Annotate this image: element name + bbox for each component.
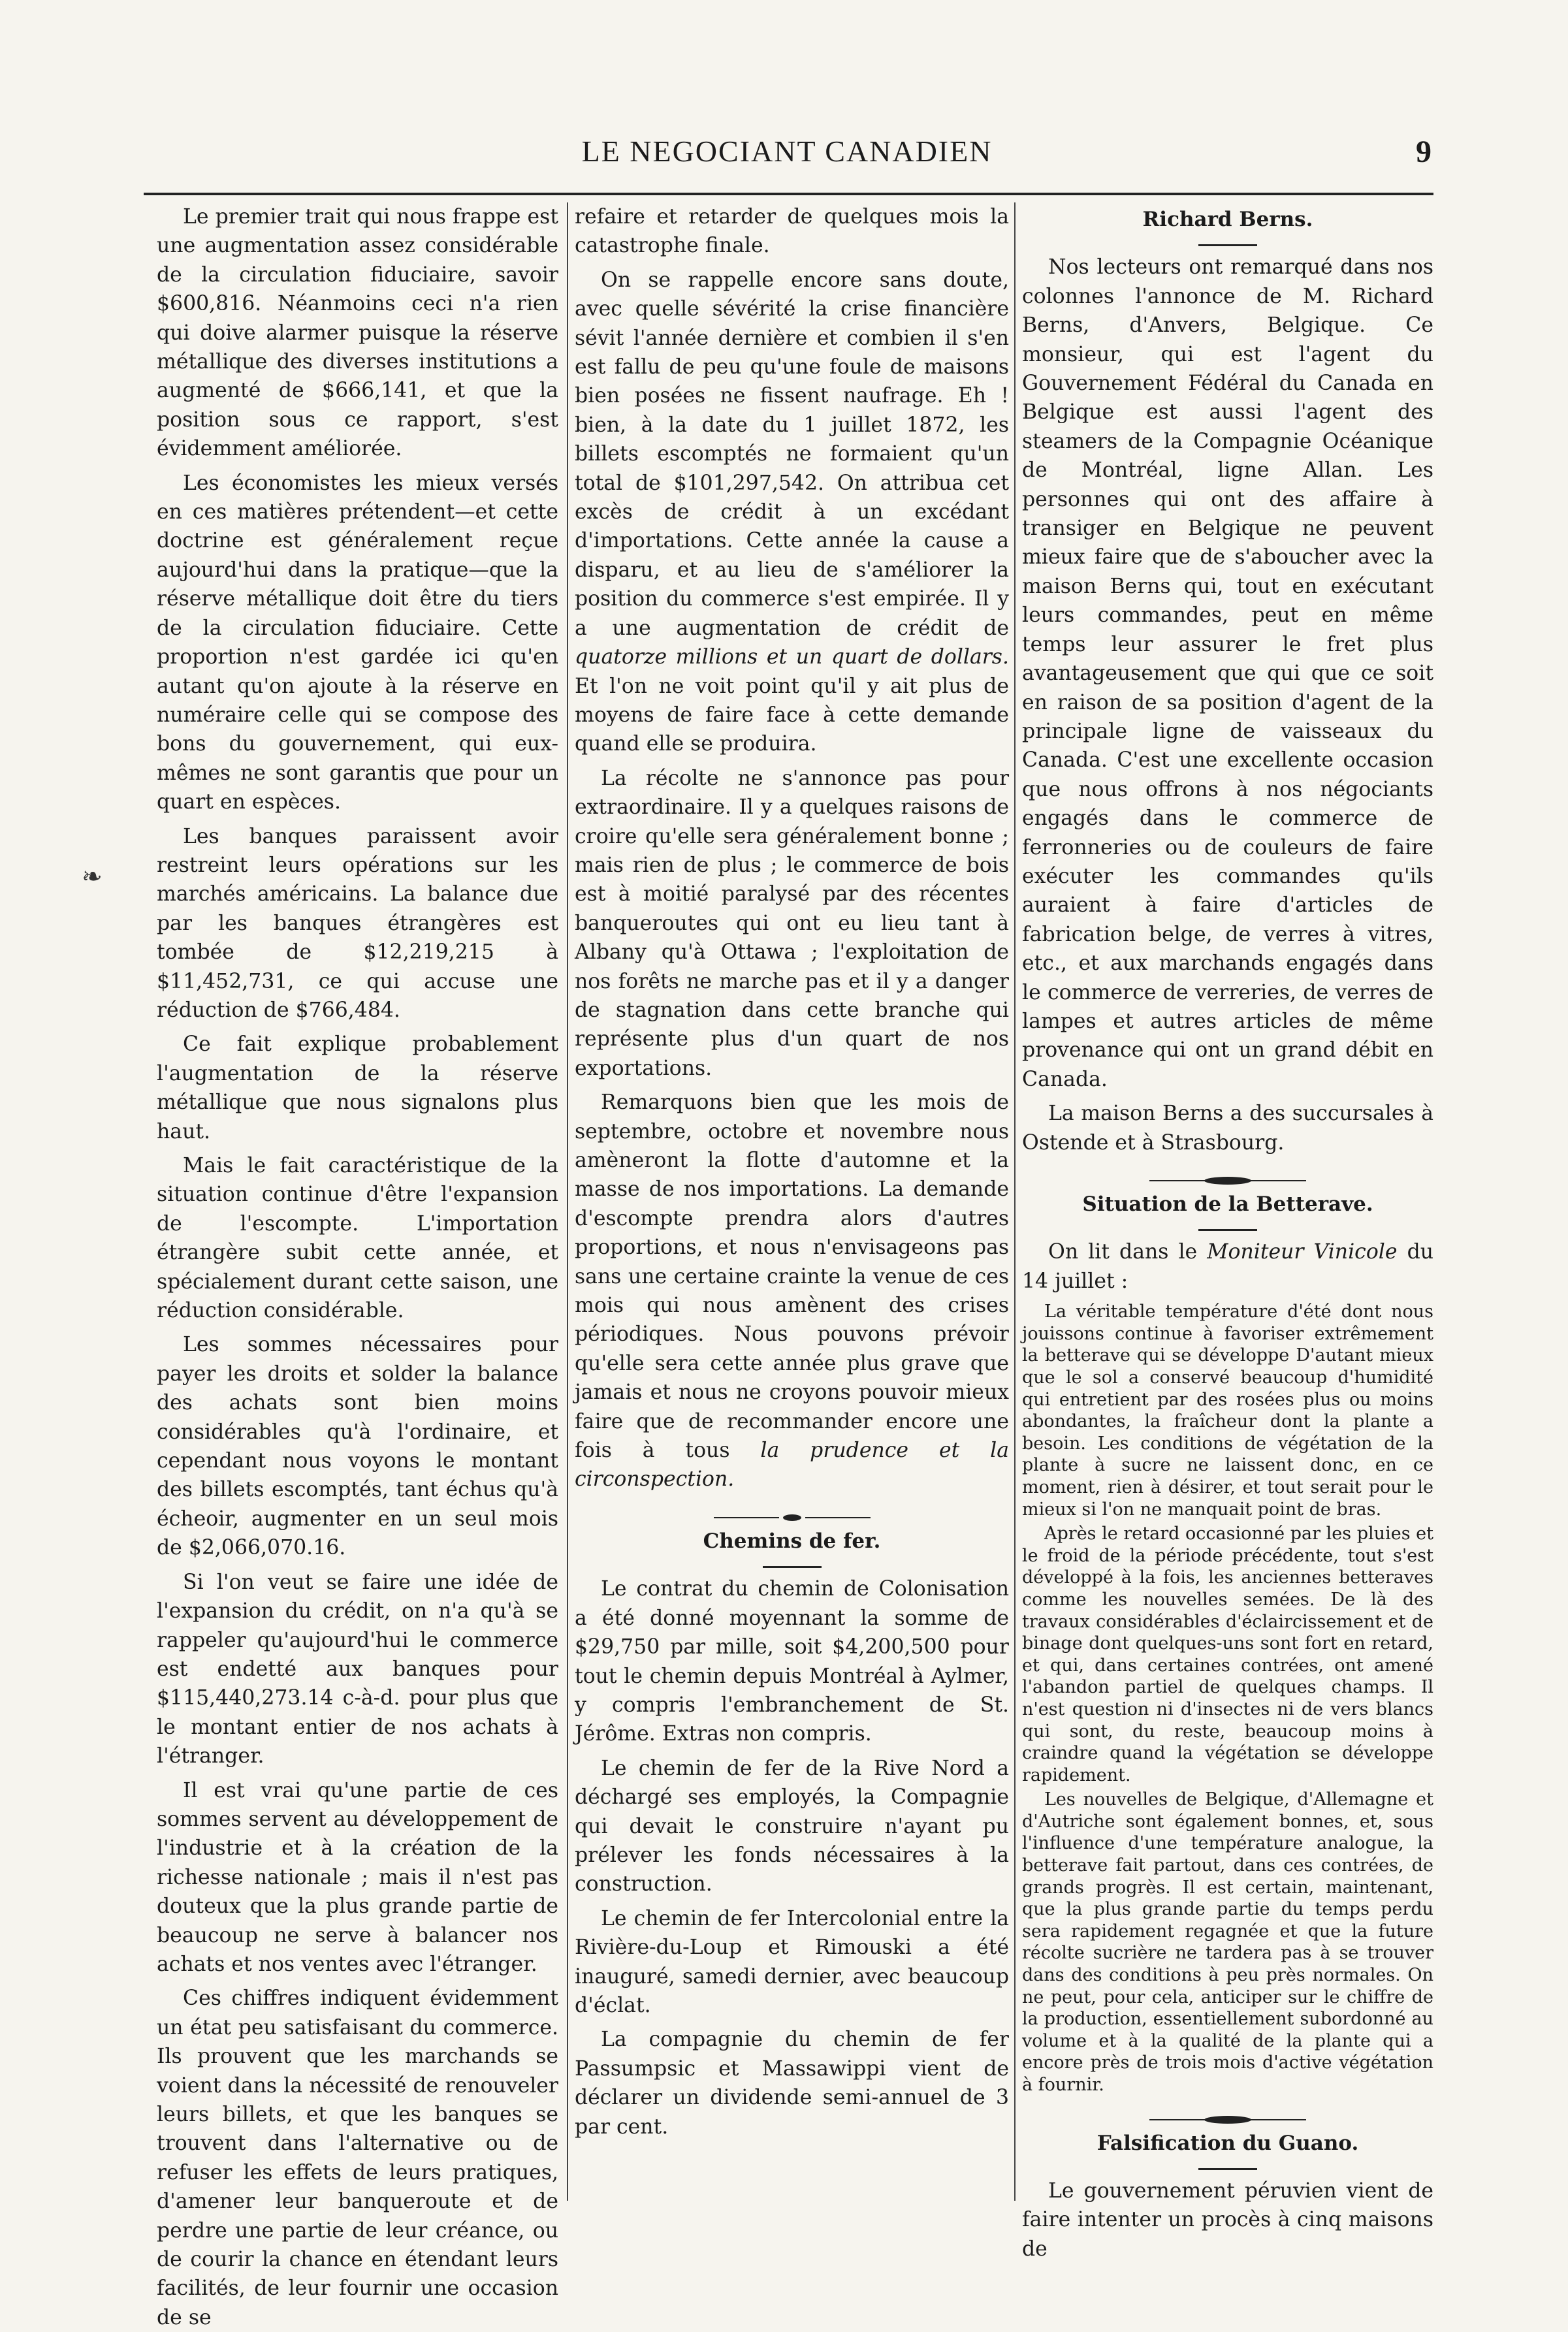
text-run: du 14 juillet : [1022, 1240, 1434, 1293]
column-2 [575, 202, 1009, 2201]
section-heading-betterave: Situation de la Betterave. [1082, 1192, 1373, 1216]
paragraph: Le chemin de fer de la Rive Nord a déchargé ses employés, la Compagnie qui devait le construire n'ayant pu prélever les fonds nécessaires à la construction. [575, 1756, 1009, 1896]
paragraph: Le gouvernement péruvien vient de faire intenter un procès à cinq maisons de [1022, 2179, 1433, 2261]
text-run: Remarquons bien que les mois de septembre, octobre et novembre nous amèneront la flotte d'automne et la masse de nos importations. La demande d'escompte prendra alors d'autres proportions, et nous n'envisageons pas sans une certaine crainte la venue de ces mois qui nous amènent des crises périodiques. Nous pouvons prévoir qu'elle sera cette année plus grave que jamais et nous ne croyons pouvoir mieux faire que de recommander encore une fois à tous [575, 1091, 1009, 1463]
paragraph: refaire et retarder de quelques mois la catastrophe finale. [575, 205, 1009, 258]
paragraph: Mais le fait caractéristique de la situation continue d'être l'expansion de l'escompte. L'importation étrangère subit cette année, et spécialement durant cette saison, une réduction considérable. [157, 1154, 558, 1323]
column-3 [1022, 202, 1434, 2261]
paragraph: Les banques paraissent avoir restreint leurs opérations sur les marchés américains. La balance due par les banques étrangères est tombée de $12,219,215 à $11,452,731, ce qui accuse une réduction de $766,484. [157, 824, 558, 1022]
column-divider [1014, 202, 1016, 2201]
heading-rule [1198, 244, 1257, 246]
paragraph: Si l'on veut se faire une idée de l'expansion du crédit, on n'a qu'à se rappeler qu'aujourd'hui le commerce est endetté aux banques pour $115,440,273.14 c-à-d. pour plus que le montant entier de nos achats à l'étranger. [157, 1570, 558, 1768]
column-1 [157, 202, 558, 2329]
paragraph: Après le retard occasionné par les pluies et le froid de la période précédente, tout s'est développé à la fois, les anciennes betteraves comme les nouvelles semées. De là des travaux considérables d'éclaircissement et de binage dont quelques-uns sont fort en retard, et qui, dans certaines contrées, ont amené l'abandon partiel de quelques champs. Il n'est question ni d'insectes ni de vers blancs qui sont, du reste, beaucoup moins à craindre quand la végétation se développe rapidement. [1022, 1524, 1433, 1785]
text-run: Et l'on ne voit point qu'il y ait plus de moyens de faire face à cette demande quand elle se produira. [575, 674, 1009, 756]
paragraph: Les nouvelles de Belgique, d'Allemagne et d'Autriche sont également bonnes, et, sous l'influence d'une température analogue, la betterave fait partout, dans ces contrées, de grands progrès. Il est certain, maintenant, que la plus grande partie du temps perdu sera rapidement regagnée et que la future récolte sucrière ne tardera pas à se trouver dans des conditions à peu près normales. On ne peut, pour cela, anticiper sur le chiffre de la production, essentiellement subordonné au volume et à la qualité de la plante qui a encore près de trois mois d'active végétation à fournir. [1022, 1789, 1433, 2095]
paragraph [1022, 1238, 1433, 1296]
paragraph: Le contrat du chemin de Colonisation a été donné moyennant la somme de $29,750 par mille, soit $4,200,500 pour tout le chemin depuis Montréal à Aylmer, y compris l'embranchement de St. Jérôme. Extras non compris. [575, 1577, 1009, 1746]
heading-rule [1198, 2168, 1257, 2170]
paragraph: Nos lecteurs ont remarqué dans nos colonnes l'annonce de M. Richard Berns, d'Anvers, Belgique. Ce monsieur, qui est l'agent du Gouvernement Fédéral du Canada en Belgique est aussi l'agent des steamers de la Compagnie Océanique de Montréal, ligne Allan. Les personnes qui ont des affaire à transiger en Belgique ne peuvent mieux faire que de s'aboucher avec la maison Berns qui, tout en exécutant leurs commandes, peut en même temps leur assurer le fret plus avantageusement que qui que ce soit en raison de sa position d'agent de la principale ligne de vaisseaux du Canada. C'est une excellente occasion que nous offrons à nos négociants engagés dans le commerce de ferronneries ou de couleurs de faire exécuter les commandes qu'ils auraient à faire d'articles de fabrication belge, de verres à vitres, etc., et aux marchands engagés dans le commerce de verreries, de verres de lampes et autres articles de même provenance qui ont un grand débit en Canada. [1022, 255, 1433, 1091]
masthead-title: LE NEGOCIANT CANADIEN [581, 135, 993, 168]
paragraph: Ces chiffres indiquent évidemment un état peu satisfaisant du commerce. Ils prouvent que les marchands se voient dans la nécessité de renouveler leurs billets, et que les banques se trouvent dans l'alternative ou de refuser les effets de leurs pratiques, d'amener leur banqueroute et de perdre une partie de leur créance, ou de courir la chance en étendant leurs facilités, de leur fournir une occasion de se [157, 1987, 558, 2329]
paragraph: Les économistes les mieux versés en ces matières prétendent—et cette doctrine est généralement reçue aujourd'hui dans la pratique—que la réserve métallique doit être du tiers de la circulation fiduciaire. Cette proportion n'est gardée ici qu'en autant qu'on ajoute à la réserve en numéraire celle qui se compose des bons du gouvernement, qui eux-mêmes ne sont garantis que pour un quart en espèces. [157, 471, 558, 814]
italic-text: la prudence et la circonspection. [575, 1439, 1010, 1492]
paragraph [575, 266, 1009, 759]
paragraph: La véritable température d'été dont nous jouissons continue à favoriser extrêmement la betterave qui se développe D'autant mieux que le sol a conservé beaucoup d'humidité qui entretient par des rosées plus ou moins abondantes, la fraîcheur dont la plante a besoin. Les conditions de végétation de la plante à sucre ne laissent donc, en ce moment, rien à désirer, et tout serait pour le mieux si l'on ne manquait point de bras. [1022, 1302, 1433, 1520]
section-heading-guano: Falsification du Guano. [1096, 2131, 1359, 2155]
heading-rule [1198, 1229, 1257, 1231]
paragraph: Ce fait explique probablement l'augmentation de la réserve métallique que nous signalons plus haut. [157, 1032, 558, 1143]
section-heading-berns: Richard Berns. [1142, 208, 1313, 231]
paragraph [575, 1088, 1009, 1494]
paragraph: Les sommes nécessaires pour payer les droits et solder la balance des achats sont bien moins considérables qu'à l'ordinaire, et cependant nous voyons le montant des billets escomptés, tant échus qu'à écheoir, augmenter en un seul mois de $2,066,070.16. [157, 1333, 558, 1560]
italic-text: quatorze millions et un quart de dollars. [575, 645, 1009, 669]
section-heading-railways: Chemins de fer. [703, 1529, 881, 1553]
paragraph: La récolte ne s'annonce pas pour extraordinaire. Il y a quelques raisons de croire qu'elle sera généralement bonne ; mais rien de plus ; le commerce de bois est à moitié paralysé par des récentes banqueroutes qui ont eu lieu tant à Albany qu'à Ottawa ; l'exploitation de nos forêts ne marche pas et il y a danger de stagnation dans cette branche qui représente plus d'un quart de nos exportations. [575, 766, 1009, 1080]
ornament-icon [707, 1511, 877, 1524]
ornament-divider [1022, 2105, 1433, 2120]
text-run: On lit dans le [1048, 1240, 1198, 1264]
column-divider [567, 202, 568, 2201]
italic-text: Moniteur Vinicole [1207, 1240, 1398, 1264]
paragraph: La maison Berns a des succursales à Ostende et à Strasbourg. [1022, 1102, 1433, 1155]
print-mark-icon: ❧ [82, 862, 103, 891]
ornament-divider [575, 1503, 1009, 1518]
paragraph: La compagnie du chemin de fer Passumpsic et Massawippi vient de déclarer un dividende semi-annuel de 3 par cent. [575, 2028, 1009, 2139]
header-rule [144, 193, 1433, 195]
text-run: On se rappelle encore sans doute, avec quelle sévérité la crise financière sévit l'année dernière et combien il s'en est fallu de peu qu'une foule de maisons bien posées ne fissent naufrage. Eh ! bien, à la date du 1 juillet 1872, les billets escomptés ne formaient qu'un total de $101,297,542. On attribua cet excès de crédit à un excédant d'importations. Cette année la cause a disparu, et au lieu de s'améliorer la position du commerce s'est empirée. Il y a une augmentation de crédit de [575, 268, 1009, 640]
page-header [137, 134, 1437, 173]
page-number: 9 [1416, 135, 1432, 169]
paragraph: Le chemin de fer Intercolonial entre la Rivière-du-Loup et Rimouski a été inauguré, samedi dernier, avec beaucoup d'éclat. [575, 1906, 1009, 2017]
paragraph: Il est vrai qu'une partie de ces sommes servent au développement de l'industrie et à la création de la richesse nationale ; mais il n'est pas douteux que la plus grande partie de beaucoup ne serve à balancer nos achats et nos ventes avec l'étranger. [157, 1778, 558, 1976]
heading-rule [763, 1566, 822, 1568]
ornament-divider [1022, 1166, 1433, 1181]
quoted-article [1022, 1301, 1433, 2096]
paragraph: Le premier trait qui nous frappe est une augmentation assez considérable de la circulation fiduciaire, savoir $600,816. Néanmoins ceci n'a rien qui doive alarmer puisque la réserve métallique des diverses institutions a augmenté de $666,141, et que la position sous ce rapport, s'est évidemment améliorée. [157, 205, 558, 461]
ornament-icon [1143, 1174, 1313, 1187]
ornament-icon [1143, 2113, 1313, 2126]
